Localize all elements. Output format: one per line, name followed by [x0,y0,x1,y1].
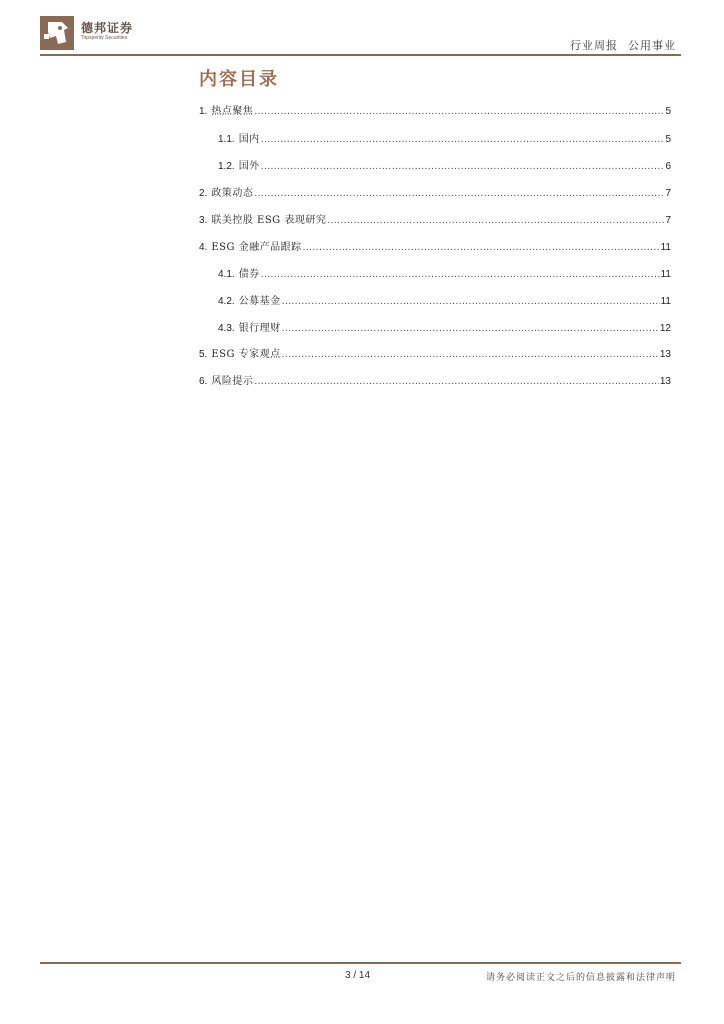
toc-entry-page: 5 [665,134,671,145]
toc-entry[interactable] [218,133,671,147]
toc-entry[interactable] [199,187,671,201]
toc-entry[interactable] [218,160,671,174]
toc-entry[interactable] [218,295,671,309]
header-divider [40,54,681,56]
legal-disclaimer: 请务必阅读正文之后的信息披露和法律声明 [485,973,676,983]
toc-leader-dots [261,268,660,282]
toc-entry-label: ESG 金融产品跟踪 [211,242,302,253]
toc-entry-number: 4.2. [218,296,235,307]
toc-leader-dots [282,295,660,309]
report-sector: 公用事业 [628,39,676,52]
toc-entry-label: 热点聚焦 [211,106,254,117]
toc-entry[interactable] [199,348,671,362]
toc-entry-label: 银行理财 [238,323,281,334]
toc-entry-page: 7 [665,215,671,226]
company-logo [40,16,150,52]
toc-entry-label: 国内 [238,134,260,145]
report-type: 行业周报 [570,39,618,52]
toc-entry-label: 政策动态 [211,188,254,199]
toc-entry-page: 12 [659,323,671,334]
footer-divider [40,962,681,964]
toc-entry[interactable] [218,322,671,336]
toc-entry[interactable] [199,105,671,119]
toc-entry-label: 联美控股 ESG 表现研究 [211,215,327,226]
toc-entry-label: ESG 专家观点 [211,349,281,360]
topsperity-logo-icon [40,16,74,50]
toc-entry-number: 2. [199,188,208,199]
toc-entry-number: 4.3. [218,323,235,334]
toc-entry-label: 债券 [238,269,260,280]
logo-text-cn: 德邦证券 [81,21,134,35]
toc-entry[interactable] [199,241,671,255]
toc-entry-number: 3. [199,215,208,226]
toc-entry[interactable] [199,214,671,228]
toc-entry-page: 13 [659,376,671,387]
toc-entry-number: 6. [199,376,208,387]
toc-entry[interactable] [199,375,671,389]
toc-leader-dots [282,322,659,336]
toc-leader-dots [282,348,659,362]
toc-leader-dots [254,187,664,201]
toc-entry-label: 国外 [238,161,260,172]
toc-entry[interactable] [218,268,671,282]
toc-entry-page: 6 [665,161,671,172]
toc-entry-label: 公募基金 [238,296,281,307]
toc-entry-page: 7 [665,188,671,199]
toc-entry-number: 4. [199,242,208,253]
toc-entry-page: 5 [665,106,671,117]
toc-entry-number: 1. [199,106,208,117]
toc-leader-dots [254,375,659,389]
toc-entry-number: 1.2. [218,161,235,172]
toc-entry-number: 1.1. [218,134,235,145]
logo-text-en: Topsperity Securities [81,35,128,41]
toc-leader-dots [327,214,664,228]
toc-leader-dots [261,133,665,147]
toc-title: 内容目录 [199,69,279,90]
page-indicator: 3 / 14 [345,970,371,981]
toc-leader-dots [303,241,660,255]
toc-leader-dots [254,105,664,119]
toc-entry-page: 11 [660,296,671,307]
toc-entry-number: 4.1. [218,269,235,280]
toc-entry-label: 风险提示 [211,376,254,387]
toc-entry-page: 13 [659,349,671,360]
toc-entry-page: 11 [660,242,671,253]
toc-leader-dots [261,160,665,174]
report-category [570,37,676,53]
toc-entry-number: 5. [199,349,208,360]
toc-entry-page: 11 [660,269,671,280]
